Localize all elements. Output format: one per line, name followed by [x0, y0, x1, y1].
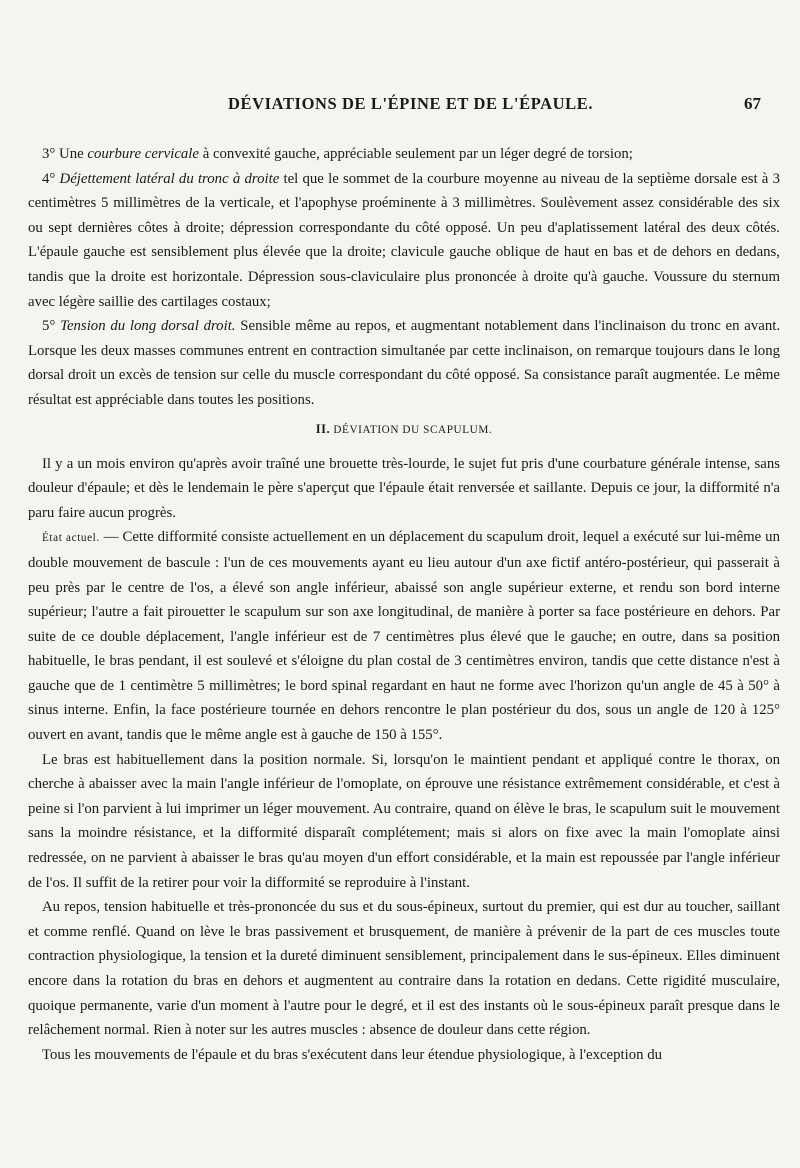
italic-term: courbure cervicale	[87, 146, 199, 162]
paragraph-text: — Cette difformité consiste actuellement en un déplacement du scapulum droit, lequel a exécuté sur lui-même un double mouvement de bascule : l'un de ces mouvements ayant eu lieu autour d'un axe fictif antéro-postérieur, qui passerait à peu près par le centre de l'os, a élevé son angle inférieur, abaissé son angle supérieur externe, et rendu son bord interne supérieur; l'autre a fait pirouetter le scapulum sur son axe longitudinal, de manière à porter sa face postérieure en dehors. Par suite de ce double déplacement, l'angle inférieur est de 7 centimètres plus élevé que le gauche; en outre, dans sa position habituelle, le bras pendant, il est soulevé et s'éloigne du plan costal de 3 centimètres environ, tandis que cette distance n'est à gauche que de 1 centimètre 5 millimètres; le bord spinal regardant en haut ne forme avec l'horizon qu'un angle de 45 à 50° à sinus interne. Enfin, la face postérieure tournée en dehors rencontre le plan postérieur du dos, sous un angle de 120 à 125° ouvert en avant, tandis que le même angle est à gauche de 150 à 155°.	[28, 529, 780, 744]
running-title: DÉVIATIONS DE L'ÉPINE ET DE L'ÉPAULE.	[228, 94, 594, 113]
paragraph-text: à convexité gauche, appréciable seulement par un léger degré de torsion;	[199, 146, 633, 162]
page-number: 67	[744, 94, 761, 113]
body-text	[28, 142, 780, 1067]
section-heading	[28, 419, 780, 440]
italic-term: Déjettement latéral du tronc à droite	[59, 170, 280, 187]
list-number: 4°	[42, 170, 60, 187]
paragraph-lateral-shift	[28, 167, 780, 315]
section-number: II.	[315, 421, 331, 436]
paragraph-dorsal-tension	[28, 314, 780, 412]
run-in-heading: État actuel.	[42, 532, 100, 545]
list-number: 3° Une	[42, 146, 88, 162]
paragraph-text: tel que le sommet de la courbure moyenne au niveau de la septième dorsale est à 3 centimètres 5 millimètres de la verticale, et l'apophyse proéminente à 3 millimètres. Soulèvement assez considérable des six ou sept dernières côtes à droite; dépression correspondante du côté opposé. Un peu d'aplatissement latéral des deux côtés. L'épaule gauche est sensiblement plus élevée que la droite; clavicule gauche oblique de haut en bas et de dehors en dedans, tandis que la droite est horizontale. Dépression sous-claviculaire plus prononcée à droite qu'à gauche. Voussure du sternum avec légère saillie des cartilages costaux;	[28, 170, 780, 310]
paragraph-movements: Tous les mouvements de l'épaule et du bras s'exécutent dans leur étendue physiologique, à l'exception du	[42, 1046, 663, 1063]
paragraph-muscle-tension: Au repos, tension habituelle et très-prononcée du sus et du sous-épineux, surtout du premier, qui est dur au toucher, saillant et comme renflé. Quand on lève le bras passivement et brusquement, de manière à prévenir de la part de ces muscles toute contraction physiologique, la tension et la dureté diminuent sensiblement, principalement dans le sus-épineux. Elles diminuent encore dans la rotation du bras en dehors et augmentent au contraire dans la rotation en dedans. Cette rigidité musculaire, quoique permanente, varie d'un moment à l'autre pour le degré, et il est des instants où le sous-épineux paraît presque dans le relâchement normal. Rien à noter sur les autres muscles : absence de douleur dans cette région.	[28, 899, 780, 1039]
section-title: DÉVIATION DU SCAPULUM.	[333, 423, 493, 436]
paragraph-text: Sensible même au repos, et augmentant notablement dans l'inclinaison du tronc en avant. Lorsque les deux masses communes entrent en contraction simultanée par cette inclinaison, on remarque toujours dans le long dorsal droit un excès de tension sur celle du muscle correspondant du côté opposé. Sa consistance paraît augmentée. Le même résultat est appréciable dans toutes les positions.	[28, 318, 781, 408]
list-number: 5°	[42, 318, 61, 335]
italic-term: Tension du long dorsal droit.	[60, 318, 236, 335]
paragraph-current-state	[28, 525, 780, 747]
paragraph-arm-position: Le bras est habituellement dans la position normale. Si, lorsqu'on le maintient pendant et appliqué contre le thorax, on cherche à abaisser avec la main l'angle inférieur de l'omoplate, on éprouve une résistance extrêmement considérable, et c'est à peine si l'on parvient à lui imprimer un léger mouvement. Au contraire, quand on élève le bras, le scapulum suit le mouvement sans la moindre résistance, et la difformité disparaît complétement; mais si alors on fixe avec la main l'omoplate ainsi redressée, on ne parvient à abaisser le bras qu'au moyen d'un effort considérable, et la main est repoussée par l'angle inférieur de l'os. Il suffit de la retirer pour voir la difformité se reproduire à l'instant.	[28, 751, 780, 891]
page-header	[0, 94, 800, 118]
paragraph-cervical-curve	[28, 142, 780, 167]
paragraph-history: Il y a un mois environ qu'après avoir traîné une brouette très-lourde, le sujet fut pris d'une courbature générale intense, sans douleur d'épaule; et dès le lendemain le père s'aperçut que l'épaule était renversée et saillante. Depuis ce jour, la difformité n'a paru faire aucun progrès.	[28, 455, 780, 521]
